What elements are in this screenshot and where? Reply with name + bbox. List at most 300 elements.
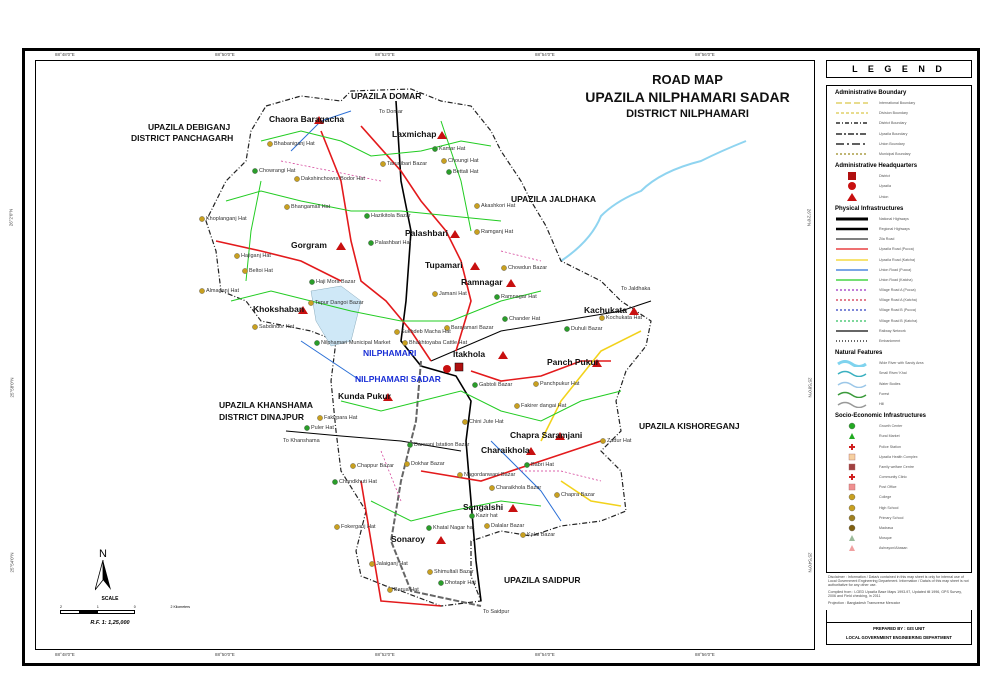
school-icon: [554, 492, 559, 497]
grid-longitude-top: 88°50'0"E: [215, 52, 235, 57]
market-label: Dokhar Bazar: [411, 461, 445, 467]
prepared-by: [826, 622, 972, 644]
market-label: Dalalar Bazar: [491, 523, 525, 529]
market-label: Tepur Dangoi Bazar: [315, 300, 364, 306]
scale-tick: 0: [133, 605, 136, 609]
market-label: Almaganj Hat: [206, 288, 240, 294]
market-label: Chini Jute Hat: [469, 419, 504, 425]
legend-item: [827, 244, 971, 254]
market-icon: [314, 340, 319, 345]
legend-item: [827, 265, 971, 275]
market-label: Chowrangi Hat: [259, 168, 296, 174]
school-icon: [252, 324, 257, 329]
legend-item: [827, 129, 971, 139]
legend-item-label: Division Boundary: [879, 111, 908, 116]
school-icon: [199, 216, 204, 221]
union-label: Ramnagar: [461, 277, 503, 287]
legend-symbol-icon: [835, 235, 869, 243]
market-label: Gabtoli Bazar: [479, 382, 513, 388]
grid-longitude-bottom: 88°52'0"E: [375, 652, 395, 657]
school-icon: [484, 523, 489, 528]
market-label: Palashbari Hat: [375, 240, 412, 246]
union-label: Palashbari: [405, 228, 448, 238]
legend-symbol-icon: [835, 369, 869, 377]
school-icon: [350, 463, 355, 468]
legend-symbol-icon: [835, 390, 869, 398]
market-label: Sukhdeb Macha Hat: [401, 329, 451, 335]
market-icon: [364, 213, 369, 218]
market-label: Kamar Hat: [439, 146, 466, 152]
legend-symbol-icon: [835, 119, 869, 127]
legend-item-label: Upazila Health Complex: [879, 454, 918, 459]
legend-item: [827, 326, 971, 336]
union-label: Tupamari: [425, 260, 463, 270]
market-label: Jalaiganj Hat: [376, 561, 408, 567]
market-label: Shimultali Bazar: [434, 569, 474, 575]
market-label: Bhangamali Hat: [291, 204, 331, 210]
market-label: Charaikhola Bazar: [496, 485, 542, 491]
school-icon: [334, 524, 339, 529]
market-label: Choungi Hat: [448, 158, 479, 164]
school-icon: [394, 329, 399, 334]
representative-fraction: R.F. 1: 1,25,000: [90, 620, 130, 626]
legend-item-label: Wide River with Sandy Area: [879, 361, 924, 366]
legend-item: [827, 192, 971, 202]
legend-item: [827, 171, 971, 181]
legend-section-title: Administrative Headquarters: [835, 163, 918, 170]
legend-item-label: Regional Highways: [879, 226, 910, 231]
legend-item: [827, 149, 971, 159]
legend-symbol-icon: [835, 380, 869, 388]
legend-symbol-icon: [835, 276, 869, 284]
school-icon: [474, 203, 479, 208]
grid-longitude-top: 88°54'0"E: [535, 52, 555, 57]
legend-symbol-icon: [835, 327, 869, 335]
legend-item-label: Small River/ Khal: [879, 371, 907, 376]
legend-item-label: Union Road (Pucca): [879, 267, 912, 272]
market-label: Babri Hat: [531, 462, 554, 468]
market-icon: [494, 294, 499, 299]
school-icon: [520, 532, 525, 537]
market-label: Chander Hat: [509, 316, 541, 322]
market-label: Kazir hat: [476, 513, 498, 519]
market-label: Nagordanwani Bazar: [464, 472, 516, 478]
legend-item-label: Primary School: [879, 515, 904, 520]
legend-item-label: High School: [879, 505, 899, 510]
upazila-hq-icon: [443, 365, 451, 373]
scale-tick: 2 Kilometers: [170, 605, 190, 609]
union-label: Charaikhola: [481, 445, 530, 455]
grid-latitude-right: 25°58'0"N: [807, 377, 813, 398]
school-icon: [501, 265, 506, 270]
legend-item-label: Upazila: [879, 184, 891, 189]
grid-longitude-bottom: 88°50'0"E: [215, 652, 235, 657]
legend-item-label: International Boundary: [879, 101, 916, 106]
legend-item-label: Post Office: [879, 485, 897, 490]
market-icon: [368, 240, 373, 245]
legend-symbol-icon: [835, 266, 869, 274]
legend-item: [827, 234, 971, 244]
compiled-from: Compiled from : LGED Upazila Base Maps 1993-97, Updated till 1996, GPS Survey, 2006 and Field checking, in 2011: [828, 590, 962, 598]
school-icon: [267, 141, 272, 146]
market-label: Jamani Hat: [439, 291, 467, 297]
legend-symbol-icon: [835, 432, 869, 440]
legend-symbol-icon: [835, 463, 869, 471]
legend-symbol-icon: [835, 109, 869, 117]
legend-symbol-icon: [835, 337, 869, 345]
legend-symbol-icon: [835, 514, 869, 522]
district-hq-icon: [455, 363, 463, 371]
legend-symbol-icon: [835, 422, 869, 430]
market-label: Puler Hat: [311, 425, 334, 431]
legend-heading: L E G E N D: [826, 60, 972, 78]
legend-item: [827, 513, 971, 523]
legend-item: [827, 368, 971, 378]
neighbor-upazila-label: DISTRICT PANCHAGARH: [131, 133, 234, 143]
legend-item-label: College: [879, 495, 892, 500]
school-icon: [600, 438, 605, 443]
legend-item: [827, 305, 971, 315]
legend-item: [827, 358, 971, 368]
neighbor-upazila-label: UPAZILA DEBIGANJ: [148, 122, 231, 132]
market-label: To Jaldhaka: [621, 286, 651, 292]
legend-symbol-icon: [835, 493, 869, 501]
legend-symbol-icon: [835, 296, 869, 304]
school-icon: [317, 415, 322, 420]
legend-item: [827, 275, 971, 285]
market-label: Panchpukur Hat: [540, 381, 580, 387]
school-icon: [234, 253, 239, 258]
legend-symbol-icon: [835, 140, 869, 148]
union-label: Chaora Baragacha: [269, 114, 345, 124]
legend-item-label: Railway Network: [879, 328, 906, 333]
market-label: Dakshinchowra Bodor Hat: [301, 176, 365, 182]
north-arrow-icon: [95, 560, 111, 592]
union-label: Kunda Pukur: [338, 391, 391, 401]
legend-item: [827, 389, 971, 399]
market-label: Darwani Istation Bazar: [414, 442, 470, 448]
legend-symbol-icon: [835, 483, 869, 491]
grid-longitude-top: 88°48'0"E: [55, 52, 75, 57]
market-icon: [438, 580, 443, 585]
legend-symbol-icon: [835, 317, 869, 325]
legend-item: [827, 492, 971, 502]
school-icon: [489, 485, 494, 490]
legend-symbol-icon: [835, 453, 869, 461]
school-icon: [402, 340, 407, 345]
market-label: Chandkhuti Hat: [339, 479, 377, 485]
legend-item-label: Village Road B (Katcha): [879, 318, 918, 323]
legend-symbol-icon: [835, 182, 869, 190]
legend-item-label: Village Road A (Pucca): [879, 288, 916, 293]
legend-item-label: Upazila Boundary: [879, 131, 908, 136]
legend-symbol-icon: [835, 473, 869, 481]
market-label: Bhabaniganj Hat: [274, 141, 315, 147]
legend-item-label: Union Road (Katcha): [879, 277, 913, 282]
school-icon: [284, 204, 289, 209]
market-label: Ramnagar Hat: [501, 294, 537, 300]
scale-bar: [60, 596, 190, 626]
legend-item: [827, 523, 971, 533]
legend-item: [827, 431, 971, 441]
school-icon: [533, 381, 538, 386]
market-label: Akashkori Hat: [481, 203, 516, 209]
scale-tick: 1: [96, 605, 99, 609]
legend-item: [827, 224, 971, 234]
legend-item: [827, 452, 971, 462]
legend-item-label: Village Road B (Pucca): [879, 308, 917, 313]
school-icon: [199, 288, 204, 293]
market-label: Duhuli Bazar: [571, 326, 603, 332]
market-icon: [524, 462, 529, 467]
market-label: Chappur Bazar: [357, 463, 394, 469]
legend-item: [827, 98, 971, 108]
neighbor-upazila-label: UPAZILA KHANSHAMA: [219, 400, 313, 410]
legend-section-title: Physical Infrastructures: [835, 205, 904, 212]
legend-item: [827, 462, 971, 472]
disclaimer: Disclaimer : Information / Data/s contained in this map sheet is only for internal use of Local Government Engineering Department. Information / Data/s of this map sheet is not authoritative for any other use.: [828, 575, 969, 587]
legend-item: [827, 316, 971, 326]
grid-longitude-top: 88°52'0"E: [375, 52, 395, 57]
legend-item-label: Water Bodies: [879, 381, 901, 386]
grid-latitude-left: 25°54'0"N: [9, 552, 15, 573]
school-icon: [474, 229, 479, 234]
legend-symbol-icon: [835, 225, 869, 233]
legend-item: [827, 533, 971, 543]
market-label: Fakirer dangai Hat: [521, 403, 567, 409]
neighbor-upazila-label: DISTRICT DINAJPUR: [219, 412, 305, 422]
market-icon: [432, 146, 437, 151]
title-road-map: ROAD MAP: [652, 72, 723, 87]
legend-item-label: Rural Market: [879, 434, 900, 439]
grid-latitude-left: 25°58'0"N: [9, 377, 15, 398]
legend-item-label: Police Station: [879, 444, 901, 449]
legend-item: [827, 295, 971, 305]
grid-longitude-bottom: 88°48'0"E: [55, 652, 75, 657]
legend-symbol-icon: [835, 359, 869, 367]
market-label: Fokerganj Hat: [341, 524, 376, 530]
legend-symbol-icon: [835, 534, 869, 542]
legend-item-label: Zila Road: [879, 237, 895, 242]
school-icon: [432, 291, 437, 296]
school-icon: [514, 403, 519, 408]
market-label: Khatal Nagar hat: [433, 525, 475, 531]
title-upazila: UPAZILA NILPHAMARI SADAR: [585, 89, 790, 105]
legend-symbol-icon: [835, 443, 869, 451]
school-icon: [599, 315, 604, 320]
market-label: Haji Mora Bazar: [316, 279, 356, 285]
market-label: Kalai Bazar: [527, 532, 556, 538]
school-icon: [380, 161, 385, 166]
legend-item-label: Mosque: [879, 536, 892, 541]
legend-item-label: Union: [879, 194, 889, 199]
legend-item: [827, 139, 971, 149]
department-name: LOCAL GOVERNMENT ENGINEERING DEPARTMENT: [846, 635, 952, 640]
legend-panel: [826, 85, 972, 645]
legend-item: [827, 421, 971, 431]
legend-section-title: Natural Features: [835, 350, 883, 357]
neighbor-upazila-label: UPAZILA SAIDPUR: [504, 575, 581, 585]
title-district: DISTRICT NILPHAMARI: [626, 108, 749, 120]
legend-item-label: Embankment: [879, 339, 901, 344]
legend-item-label: District Boundary: [879, 121, 907, 126]
school-icon: [427, 569, 432, 574]
map-frame: [35, 60, 815, 650]
legend-item-label: District: [879, 174, 890, 179]
legend-item: [827, 379, 971, 389]
legend-symbol-icon: [835, 193, 869, 201]
school-icon: [457, 472, 462, 477]
legend-item: [827, 441, 971, 451]
union-label: Itakhola: [453, 349, 486, 359]
legend-section-title: Socio-Economic Infrastructures: [835, 413, 927, 420]
school-icon: [294, 176, 299, 181]
map-canvas: [36, 61, 815, 650]
market-label: Tarunibari Bazar: [387, 161, 428, 167]
market-label: Hajiganj Hat: [241, 253, 271, 259]
legend-item: [827, 285, 971, 295]
market-label: Hazikitola Bazar: [371, 213, 411, 219]
legend-symbol-icon: [835, 256, 869, 264]
north-arrow: [95, 548, 111, 597]
legend-item-label: Hill: [879, 401, 884, 406]
legend-symbol-icon: [835, 150, 869, 158]
prepared-by-text: PREPARED BY : GIS UNIT: [873, 626, 925, 631]
union-label: Sangalshi: [463, 502, 504, 512]
market-icon: [332, 479, 337, 484]
scale-label: SCALE: [101, 596, 119, 602]
union-label: Laxmichap: [392, 129, 437, 139]
union-label: Chapra Saramjani: [510, 430, 583, 440]
school-icon: [404, 461, 409, 466]
legend-item-label: National Highways: [879, 216, 909, 221]
legend-item: [827, 482, 971, 492]
legend-item-label: Village Road A (Katcha): [879, 298, 917, 303]
legend-item-label: Union Boundary: [879, 141, 905, 146]
map-notes: [826, 572, 972, 610]
map-title: [560, 72, 815, 120]
legend-item: [827, 214, 971, 224]
market-label: To Khanshama: [283, 438, 320, 444]
neighbor-upazila-label: UPAZILA JALDHAKA: [511, 194, 596, 204]
market-icon: [252, 168, 257, 173]
legend-item-label: Upazila Road (Katcha): [879, 257, 916, 262]
scale-tick: 2: [60, 605, 62, 609]
legend-item: [827, 472, 971, 482]
projection: Projection : Bangladesh Transverse Mercator: [828, 601, 900, 605]
grid-longitude-top: 88°56'0"E: [695, 52, 715, 57]
market-icon: [309, 279, 314, 284]
legend-item: [827, 181, 971, 191]
legend-symbol-icon: [835, 172, 869, 180]
legend-item: [827, 118, 971, 128]
market-label: Chapra Bazar: [561, 492, 595, 498]
market-label: Khoplanganj Hat: [206, 216, 247, 222]
market-label: Zadur Hat: [607, 438, 632, 444]
market-label: Bettali Hat: [453, 169, 479, 175]
headquarters-label: NILPHAMARI: [363, 348, 417, 358]
school-icon: [242, 268, 247, 273]
legend-item: [827, 503, 971, 513]
market-icon: [304, 425, 309, 430]
market-label: Bhakhtoyaba Cattle Hat: [409, 340, 468, 346]
school-icon: [308, 300, 313, 305]
legend-item-label: Municipal Boundary: [879, 152, 911, 157]
legend-item-label: Community Clinic: [879, 475, 907, 480]
school-icon: [441, 158, 446, 163]
legend-symbol-icon: [835, 544, 869, 552]
legend-item: [827, 399, 971, 409]
neighbor-upazila-label: UPAZILA KISHOREGANJ: [639, 421, 740, 431]
legend-item: [827, 543, 971, 553]
market-icon: [426, 525, 431, 530]
legend-symbol-icon: [835, 245, 869, 253]
legend-item-label: Forest: [879, 391, 890, 396]
market-label: Beltoi Hat: [249, 268, 273, 274]
grid-latitude-right: 25°54'0"N: [807, 552, 813, 573]
legend-item-label: Family welfare Centre: [879, 464, 914, 469]
legend-item-label: Ashrayon/Abasan: [879, 546, 908, 551]
market-icon: [502, 316, 507, 321]
market-label: Kochukata Hat: [606, 315, 643, 321]
legend-item: [827, 336, 971, 346]
union-label: Kachukata: [584, 305, 627, 315]
school-icon: [462, 419, 467, 424]
legend-symbol-icon: [835, 400, 869, 408]
market-label: To Domar: [379, 109, 403, 115]
north-label: N: [99, 548, 107, 560]
grid-longitude-bottom: 88°54'0"E: [535, 652, 555, 657]
legend-item-label: Madrasa: [879, 526, 893, 531]
market-label: Barua Hat: [394, 587, 419, 593]
grid-longitude-bottom: 88°56'0"E: [695, 652, 715, 657]
market-label: Fakirpara Hat: [324, 415, 358, 421]
school-icon: [369, 561, 374, 566]
legend-item-label: Upazila Road (Pucca): [879, 247, 914, 252]
legend-symbol-icon: [835, 306, 869, 314]
market-icon: [564, 326, 569, 331]
legend-symbol-icon: [835, 215, 869, 223]
market-label: Sabdindor Hat: [259, 324, 295, 330]
legend-item: [827, 108, 971, 118]
grid-latitude-right: 26°2'0"N: [806, 208, 812, 227]
union-label: Panch Pukur: [547, 357, 599, 367]
legend-symbol-icon: [835, 286, 869, 294]
union-label: Gorgram: [291, 240, 327, 250]
legend-symbol-icon: [835, 130, 869, 138]
legend-symbol-icon: [835, 524, 869, 532]
union-label: Sonaroy: [391, 534, 426, 544]
market-icon: [407, 442, 412, 447]
market-label: Barajamari Bazar: [451, 325, 494, 331]
school-icon: [387, 587, 392, 592]
market-label: To Saidpur: [483, 609, 510, 615]
market-icon: [472, 382, 477, 387]
legend-item-label: Growth Center: [879, 424, 903, 429]
market-icon: [446, 169, 451, 174]
legend-item: [827, 254, 971, 264]
market-label: Chowdun Bazar: [508, 265, 548, 271]
neighbor-upazila-label: UPAZILA DOMAR: [351, 91, 422, 101]
legend-section-title: Administrative Boundary: [835, 90, 907, 96]
legend-symbol-icon: [835, 99, 869, 107]
market-label: Dhotapir Hat: [445, 580, 476, 586]
legend-symbol-icon: [835, 504, 869, 512]
headquarters-label: NILPHAMARI SADAR: [355, 374, 441, 384]
grid-latitude-left: 26°2'0"N: [8, 208, 14, 227]
market-label: Nilphamari Municipal Market: [321, 340, 391, 346]
union-label: Khokshaban: [253, 304, 305, 314]
